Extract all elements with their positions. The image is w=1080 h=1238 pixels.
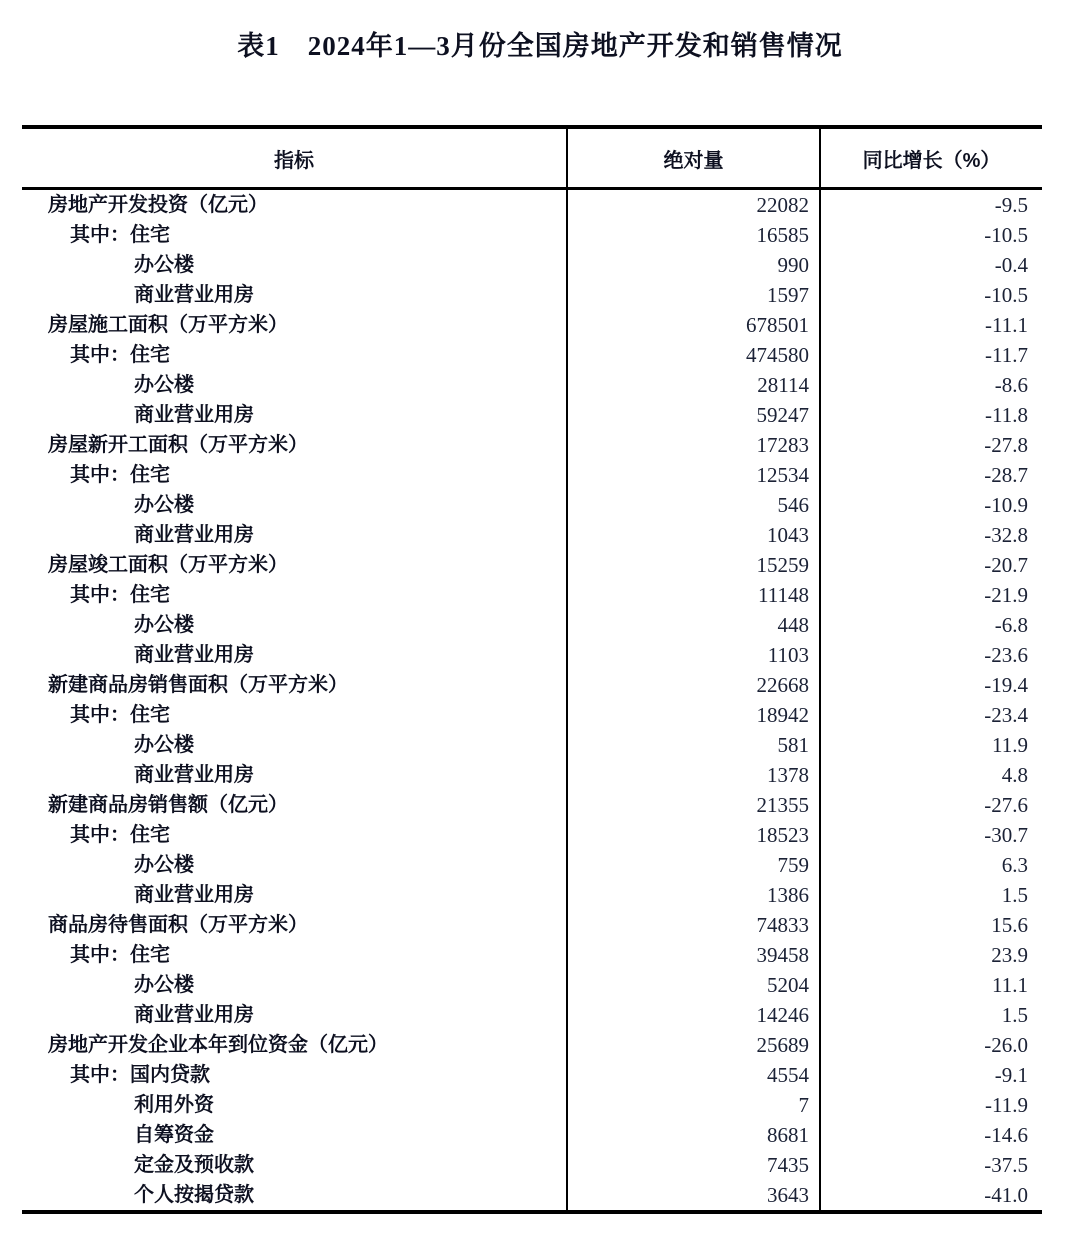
header-row — [22, 127, 1042, 189]
growth-value: -0.4 — [994, 253, 1028, 277]
indicator-label: 其中：住宅 — [22, 460, 567, 490]
growth-value: -23.6 — [984, 643, 1028, 667]
indicator-label: 商业营业用房 — [22, 280, 567, 310]
page-title: 表1 2024年1—3月份全国房地产开发和销售情况 — [237, 31, 843, 61]
growth-value: -10.5 — [984, 283, 1028, 307]
growth-value: -11.9 — [985, 1093, 1028, 1117]
absolute-value: 759 — [567, 850, 820, 880]
growth-value: 23.9 — [991, 943, 1028, 967]
indicator-label: 其中：住宅 — [22, 340, 567, 370]
absolute-value: 581 — [567, 730, 820, 760]
table-row — [22, 370, 1042, 400]
indicator-label: 商业营业用房 — [22, 520, 567, 550]
growth-value: -21.9 — [984, 583, 1028, 607]
column-header-indicator: 指标 — [22, 127, 567, 189]
indicator-label: 自筹资金 — [22, 1120, 567, 1150]
growth-value: -37.5 — [984, 1153, 1028, 1177]
growth-value: 15.6 — [991, 913, 1028, 937]
absolute-value: 1043 — [567, 520, 820, 550]
absolute-value: 11148 — [567, 580, 820, 610]
absolute-value: 1103 — [567, 640, 820, 670]
indicator-label: 房屋施工面积（万平方米） — [22, 310, 567, 340]
growth-value: -27.6 — [984, 793, 1028, 817]
table-row — [22, 250, 1042, 280]
growth-value: -28.7 — [984, 463, 1028, 487]
indicator-label: 商业营业用房 — [22, 880, 567, 910]
column-header-yoy-growth: 同比增长（%） — [820, 127, 1042, 189]
table-row — [22, 1000, 1042, 1030]
table-row — [22, 220, 1042, 250]
indicator-label: 新建商品房销售额（亿元） — [22, 790, 567, 820]
growth-value: -6.8 — [994, 613, 1028, 637]
indicator-label: 定金及预收款 — [22, 1150, 567, 1180]
growth-value: 11.1 — [992, 973, 1028, 997]
indicator-label: 房屋竣工面积（万平方米） — [22, 550, 567, 580]
table-row — [22, 1180, 1042, 1212]
absolute-value: 14246 — [567, 1000, 820, 1030]
table-row — [22, 310, 1042, 340]
absolute-value: 7435 — [567, 1150, 820, 1180]
absolute-value: 18523 — [567, 820, 820, 850]
growth-value: -11.1 — [985, 313, 1028, 337]
absolute-value: 1597 — [567, 280, 820, 310]
table-row — [22, 730, 1042, 760]
table-row — [22, 1150, 1042, 1180]
table-row — [22, 1060, 1042, 1090]
indicator-label: 其中：住宅 — [22, 580, 567, 610]
absolute-value: 1386 — [567, 880, 820, 910]
growth-value: -8.6 — [994, 373, 1028, 397]
absolute-value: 4554 — [567, 1060, 820, 1090]
absolute-value: 22082 — [567, 189, 820, 221]
table-row — [22, 460, 1042, 490]
growth-value: 1.5 — [1001, 883, 1028, 907]
indicator-label: 其中：住宅 — [22, 700, 567, 730]
growth-value: 4.8 — [1001, 763, 1028, 787]
statistics-table-container — [22, 125, 1042, 1214]
growth-value: -9.5 — [994, 193, 1028, 217]
table-row — [22, 790, 1042, 820]
table-row — [22, 850, 1042, 880]
table-row — [22, 189, 1042, 221]
growth-value: -10.5 — [984, 223, 1028, 247]
indicator-label: 办公楼 — [22, 490, 567, 520]
absolute-value: 7 — [567, 1090, 820, 1120]
absolute-value: 18942 — [567, 700, 820, 730]
table-row — [22, 970, 1042, 1000]
column-header-absolute-amount: 绝对量 — [567, 127, 820, 189]
growth-value: -32.8 — [984, 523, 1028, 547]
table-row — [22, 490, 1042, 520]
growth-value: 11.9 — [992, 733, 1028, 757]
absolute-value: 15259 — [567, 550, 820, 580]
growth-value: 6.3 — [1001, 853, 1028, 877]
absolute-value: 28114 — [567, 370, 820, 400]
table-row — [22, 1030, 1042, 1060]
indicator-label: 商品房待售面积（万平方米） — [22, 910, 567, 940]
absolute-value: 59247 — [567, 400, 820, 430]
absolute-value: 546 — [567, 490, 820, 520]
indicator-label: 其中：住宅 — [22, 220, 567, 250]
growth-value: -11.7 — [985, 343, 1028, 367]
absolute-value: 39458 — [567, 940, 820, 970]
table-row — [22, 580, 1042, 610]
absolute-value: 5204 — [567, 970, 820, 1000]
indicator-label: 房屋新开工面积（万平方米） — [22, 430, 567, 460]
growth-value: -41.0 — [984, 1183, 1028, 1207]
absolute-value: 25689 — [567, 1030, 820, 1060]
growth-value: -23.4 — [984, 703, 1028, 727]
growth-value: -19.4 — [984, 673, 1028, 697]
indicator-label: 办公楼 — [22, 250, 567, 280]
growth-value: -14.6 — [984, 1123, 1028, 1147]
absolute-value: 74833 — [567, 910, 820, 940]
indicator-label: 办公楼 — [22, 970, 567, 1000]
absolute-value: 990 — [567, 250, 820, 280]
absolute-value: 8681 — [567, 1120, 820, 1150]
growth-value: -20.7 — [984, 553, 1028, 577]
absolute-value: 678501 — [567, 310, 820, 340]
absolute-value: 16585 — [567, 220, 820, 250]
absolute-value: 474580 — [567, 340, 820, 370]
absolute-value: 3643 — [567, 1180, 820, 1212]
indicator-label: 房地产开发企业本年到位资金（亿元） — [22, 1030, 567, 1060]
indicator-label: 办公楼 — [22, 370, 567, 400]
indicator-label: 利用外资 — [22, 1090, 567, 1120]
table-row — [22, 520, 1042, 550]
table-row — [22, 820, 1042, 850]
table-row — [22, 340, 1042, 370]
indicator-label: 办公楼 — [22, 730, 567, 760]
table-row — [22, 910, 1042, 940]
table-row — [22, 430, 1042, 460]
table-row — [22, 940, 1042, 970]
table-row — [22, 400, 1042, 430]
table-row — [22, 880, 1042, 910]
table-row — [22, 700, 1042, 730]
table-row — [22, 280, 1042, 310]
indicator-label: 其中：国内贷款 — [22, 1060, 567, 1090]
indicator-label: 办公楼 — [22, 850, 567, 880]
table-row — [22, 550, 1042, 580]
indicator-label: 办公楼 — [22, 610, 567, 640]
growth-value: -10.9 — [984, 493, 1028, 517]
growth-value: -11.8 — [985, 403, 1028, 427]
absolute-value: 21355 — [567, 790, 820, 820]
table-row — [22, 1090, 1042, 1120]
indicator-label: 商业营业用房 — [22, 400, 567, 430]
indicator-label: 新建商品房销售面积（万平方米） — [22, 670, 567, 700]
indicator-label: 其中：住宅 — [22, 820, 567, 850]
table-row — [22, 610, 1042, 640]
indicator-label: 商业营业用房 — [22, 760, 567, 790]
indicator-label: 其中：住宅 — [22, 940, 567, 970]
table-row — [22, 670, 1042, 700]
indicator-label: 商业营业用房 — [22, 1000, 567, 1030]
absolute-value: 22668 — [567, 670, 820, 700]
growth-value: -9.1 — [994, 1063, 1028, 1087]
indicator-label: 个人按揭贷款 — [22, 1180, 567, 1212]
absolute-value: 448 — [567, 610, 820, 640]
indicator-label: 房地产开发投资（亿元） — [22, 189, 567, 221]
growth-value: -30.7 — [984, 823, 1028, 847]
table-body — [22, 189, 1042, 1213]
growth-value: 1.5 — [1001, 1003, 1028, 1027]
table-row — [22, 640, 1042, 670]
growth-value: -27.8 — [984, 433, 1028, 457]
absolute-value: 17283 — [567, 430, 820, 460]
statistics-table — [22, 125, 1042, 1214]
growth-value: -26.0 — [984, 1033, 1028, 1057]
table-row — [22, 1120, 1042, 1150]
absolute-value: 12534 — [567, 460, 820, 490]
table-row — [22, 760, 1042, 790]
indicator-label: 商业营业用房 — [22, 640, 567, 670]
absolute-value: 1378 — [567, 760, 820, 790]
